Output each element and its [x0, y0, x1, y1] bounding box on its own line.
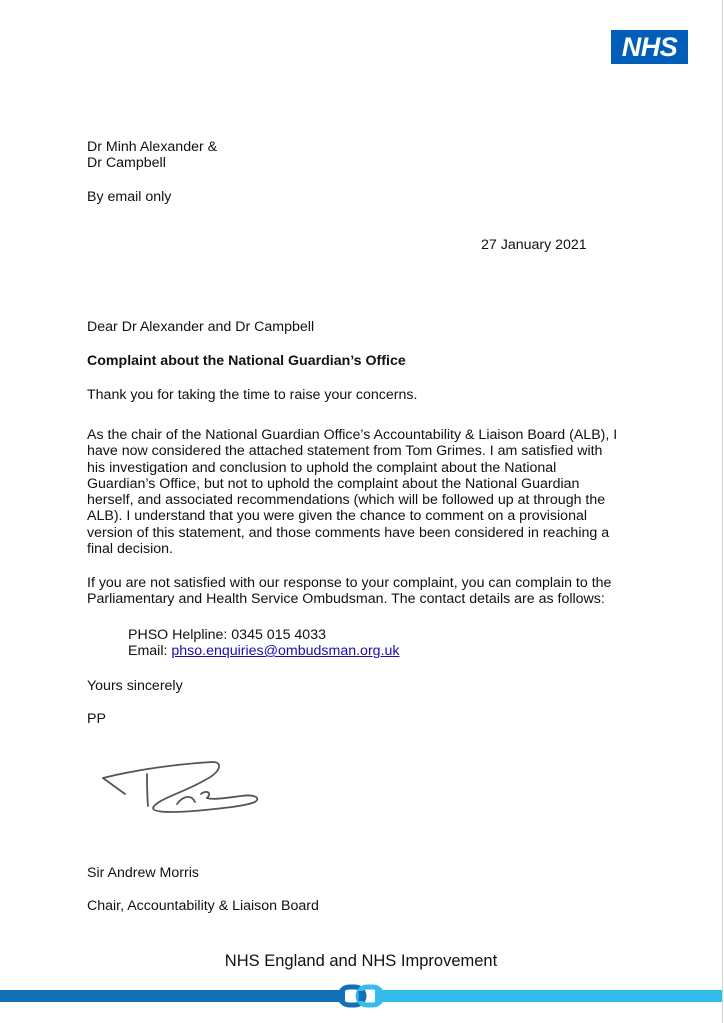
paragraph-line: herself, and associated recommendations (which will be followed up at through the [87, 492, 606, 509]
paragraph-line: Guardian’s Office, but not to uphold the complaint about the National Guardian [87, 475, 580, 492]
phso-helpline: PHSO Helpline: 0345 015 4033 [128, 627, 326, 643]
subject-heading: Complaint about the National Guardian’s Office [87, 353, 406, 369]
chain-link-icon [336, 983, 386, 1009]
paragraph-line: version of this statement, and those comments have been considered in reaching a [87, 524, 610, 541]
signature-icon [95, 756, 275, 816]
email-label: Email: [128, 643, 172, 659]
recipient-line-2: Dr Campbell [87, 155, 166, 171]
salutation: Dear Dr Alexander and Dr Campbell [87, 319, 315, 335]
paragraph-line: Parliamentary and Health Service Ombudsman. The contact details are as follows: [87, 591, 605, 608]
recipient-line-1: Dr Minh Alexander & [87, 139, 218, 155]
footer-bar-left [0, 990, 345, 1002]
signatory-title: Chair, Accountability & Liaison Board [87, 898, 319, 914]
delivery-method: By email only [87, 189, 172, 205]
paragraph-line: As the chair of the National Guardian Office’s Accountability & Liaison Board (ALB), I [87, 427, 618, 443]
paragraph-line: his investigation and conclusion to uphold the complaint about the National [87, 459, 557, 476]
nhs-logo: NHS [611, 30, 688, 64]
footer-bar-right [375, 990, 722, 1002]
paragraph-line: final decision. [87, 541, 173, 558]
pp-marker: PP [87, 711, 106, 727]
phso-email-link[interactable]: phso.enquiries@ombudsman.org.uk [171, 643, 400, 659]
paragraph-line: If you are not satisfied with our response to your complaint, you can complain to the [87, 575, 612, 591]
sign-off: Yours sincerely [87, 678, 183, 694]
footer-organisation: NHS England and NHS Improvement [224, 952, 498, 970]
paragraph-line: ALB). I understand that you were given the chance to comment on a provisional [87, 508, 588, 525]
letter-date: 27 January 2021 [481, 237, 587, 253]
phso-email-row [128, 643, 400, 659]
paragraph-line: have now considered the attached statement from Tom Grimes. I am satisfied with [87, 443, 603, 460]
body-paragraph-2 [87, 427, 618, 558]
signatory-name: Sir Andrew Morris [87, 865, 199, 881]
body-paragraph-3 [87, 575, 612, 608]
body-paragraph-1: Thank you for taking the time to raise your concerns. [87, 387, 418, 403]
